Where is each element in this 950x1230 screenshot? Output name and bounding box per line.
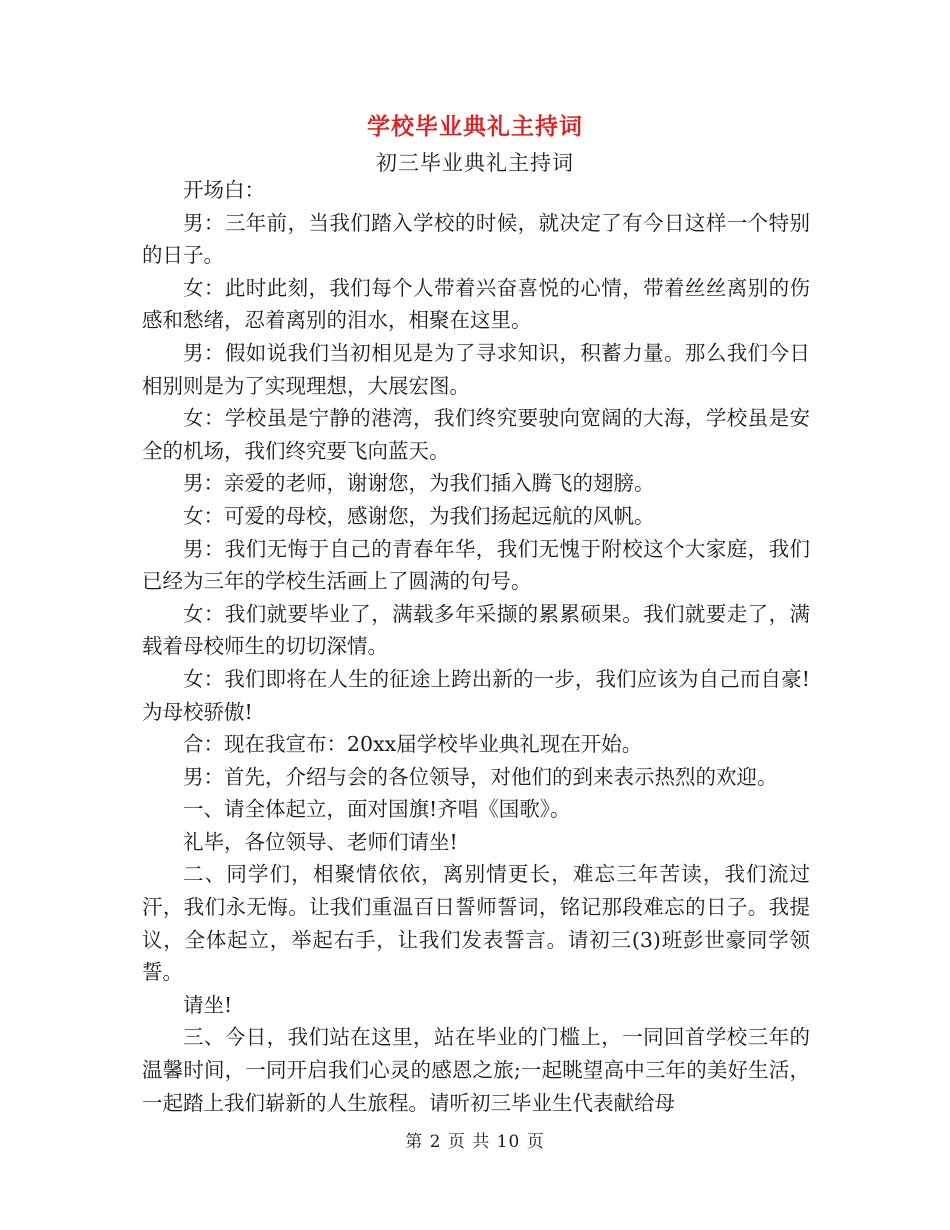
paragraph: 男：亲爱的老师，谢谢您，为我们插入腾飞的翅膀。 bbox=[183, 471, 655, 496]
paragraph: 一、请全体起立，面对国旗!齐唱《国歌》。 bbox=[183, 797, 571, 822]
paragraph: 三、今日，我们站在这里，站在毕业的门槛上，一同回首学校三年的温馨时间，一同开启我们心灵的感恩之旅;一起眺望高中三年的美好生活，一起踏上我们崭新的人生旅程。请听初三毕业生代表献给母 bbox=[142, 1025, 810, 1115]
paragraph: 女：此时此刻，我们每个人带着兴奋喜悦的心情，带着丝丝离别的伤感和愁绪，忍着离别的泪水，相聚在这里。 bbox=[142, 275, 810, 333]
paragraph: 男：假如说我们当初相见是为了寻求知识，积蓄力量。那么我们今日相别则是为了实现理想，大展宏图。 bbox=[142, 340, 810, 398]
paragraph: 合：现在我宣布：20xx届学校毕业典礼现在开始。 bbox=[183, 732, 643, 757]
document-subtitle: 初三毕业典礼主持词 bbox=[376, 151, 574, 175]
document-title: 学校毕业典礼主持词 bbox=[367, 114, 583, 140]
paragraph: 开场白： bbox=[183, 178, 265, 202]
paragraph: 女：可爱的母校，感谢您，为我们扬起远航的风帆。 bbox=[183, 503, 655, 528]
paragraph: 男：我们无悔于自己的青春年华，我们无愧于附校这个大家庭，我们已经为三年的学校生活画上了圆满的句号。 bbox=[142, 536, 810, 594]
paragraph: 礼毕，各位领导、老师们请坐! bbox=[183, 829, 458, 854]
page-number-footer: 第 2 页 共 10 页 bbox=[405, 1132, 545, 1152]
paragraph: 二、同学们，相聚情依依，离别情更长，难忘三年苦读，我们流过汗，我们永无悔。让我们重温百日誓师誓词，铭记那段难忘的日子。我提议，全体起立，举起右手，让我们发表誓言。请初三(3)班彭世豪同学领誓。 bbox=[142, 862, 810, 985]
paragraph: 女：学校虽是宁静的港湾，我们终究要驶向宽阔的大海，学校虽是安全的机场，我们终究要飞向蓝天。 bbox=[142, 406, 810, 463]
paragraph: 男：三年前，当我们踏入学校的时候，就决定了有今日这样一个特别的日子。 bbox=[142, 210, 810, 268]
paragraph: 女：我们即将在人生的征途上跨出新的一步，我们应该为自己而自豪!为母校骄傲! bbox=[142, 666, 810, 724]
document-body bbox=[142, 174, 810, 1119]
paragraph: 女：我们就要毕业了，满载多年采撷的累累硕果。我们就要走了，满载着母校师生的切切深情。 bbox=[142, 601, 810, 659]
paragraph: 请坐! bbox=[183, 992, 233, 1017]
paragraph: 男：首先，介绍与会的各位领导，对他们的到来表示热烈的欢迎。 bbox=[183, 764, 778, 789]
